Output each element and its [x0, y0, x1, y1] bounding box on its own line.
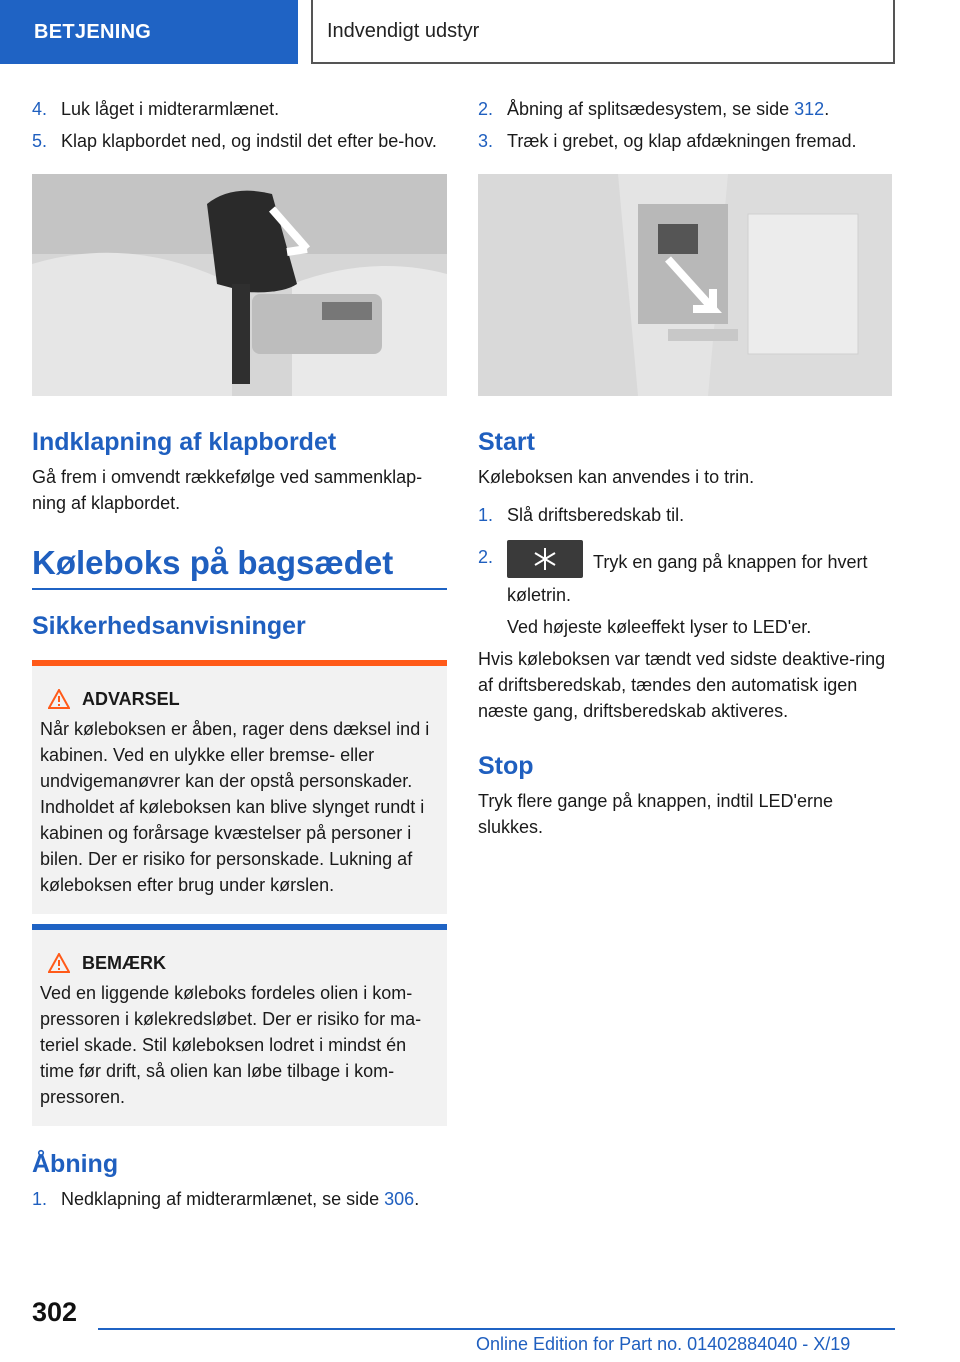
warning-box	[32, 660, 447, 914]
step-text: Luk låget i midterarmlænet.	[61, 99, 280, 119]
page-link-312[interactable]: 312	[794, 99, 825, 119]
rear-seat-photo	[478, 174, 892, 396]
step-number: 3.	[478, 131, 494, 151]
footer-rule	[98, 1328, 895, 1330]
step-number: 1.	[32, 1189, 48, 1209]
open-heading: Åbning	[32, 1150, 119, 1178]
stop-heading: Stop	[478, 752, 534, 780]
step-number: 1.	[478, 505, 494, 525]
start-step-2	[478, 544, 892, 608]
chapter-title: Indvendigt udstyr	[311, 0, 895, 64]
step-number: 5.	[32, 131, 48, 151]
step-number: 2.	[478, 99, 494, 119]
step-3	[478, 128, 892, 154]
step-number: 2.	[478, 547, 494, 567]
start-text: Køleboksen kan anvendes i to trin.	[478, 467, 755, 487]
start-heading: Start	[478, 428, 535, 456]
page-link-306[interactable]: 306	[384, 1189, 415, 1209]
step-text: Åbning af splitsædesystem, se side 312.	[507, 99, 830, 119]
warning-title: ADVARSEL	[82, 689, 180, 709]
folding-table-photo	[32, 174, 447, 396]
step-text: Nedklapning af midterarmlænet, se side 306.	[61, 1189, 420, 1209]
warning-triangle-icon	[48, 689, 70, 709]
page-number: 302	[32, 1297, 78, 1327]
warning-title-row	[40, 686, 439, 712]
chapter-tab: BETJENING	[0, 0, 298, 64]
start-sub: Ved højeste køleeffekt lyser to LED'er.	[507, 617, 812, 637]
edition-text: Online Edition for Part no. 01402884040 - X/19	[476, 1334, 851, 1354]
left-column	[32, 96, 447, 1218]
right-column	[478, 96, 892, 840]
step-text-row	[507, 544, 892, 608]
cooling-button-icon	[507, 540, 583, 578]
step-text: Træk i grebet, og klap afdækningen fremad.	[507, 131, 857, 151]
note-text: Ved en liggende køleboks fordeles olien i kom-pressoren i kølekredsløbet. Der er risiko for ma-teriel skade. Stil køleboksen lodret i mindst én time før drift, så olien kan løbe tilbage i kom-pressoren.	[40, 983, 422, 1107]
note-title: BEMÆRK	[82, 953, 166, 973]
fold-text: Gå frem i omvendt rækkefølge ved sammenklap-ning af klapbordet.	[32, 467, 423, 513]
safety-heading: Sikkerhedsanvisninger	[32, 612, 306, 640]
main-heading: Køleboks på bagsædet	[32, 544, 394, 581]
caution-triangle-icon	[48, 953, 70, 973]
step-text: Tryk en gang på knappen for hvert køletrin.	[507, 551, 868, 605]
step-4	[32, 96, 447, 122]
step-number: 4.	[32, 99, 48, 119]
fold-heading: Indklapning af klapbordet	[32, 428, 337, 456]
step-2	[478, 96, 892, 122]
step-text: Slå driftsberedskab til.	[507, 505, 685, 525]
note-box	[32, 924, 447, 1126]
step-5	[32, 128, 447, 154]
warning-text: Når køleboksen er åben, rager dens dæksel ind i kabinen. Ved en ulykke eller bremse- eller undvigemanøvrer kan der opstå personskader. Indholdet af køleboksen kan blive slynget rundt i kabinen og forårsage kvæstelser på personer i bilen. Der er risiko for personskade. Lukning af køleboksen efter brug under kørslen.	[40, 719, 430, 895]
start-note: Hvis køleboksen var tændt ved sidste deaktive-ring af driftsberedskab, tændes den automatisk igen næste gang, driftsberedskab aktiveres.	[478, 649, 886, 721]
start-step-1	[478, 502, 892, 528]
step-text: Klap klapbordet ned, og indstil det efter be-hov.	[61, 131, 437, 151]
open-step	[32, 1186, 447, 1212]
heading-rule	[32, 588, 447, 590]
note-title-row	[40, 950, 439, 976]
stop-text: Tryk flere gange på knappen, indtil LED'erne slukkes.	[478, 791, 833, 837]
